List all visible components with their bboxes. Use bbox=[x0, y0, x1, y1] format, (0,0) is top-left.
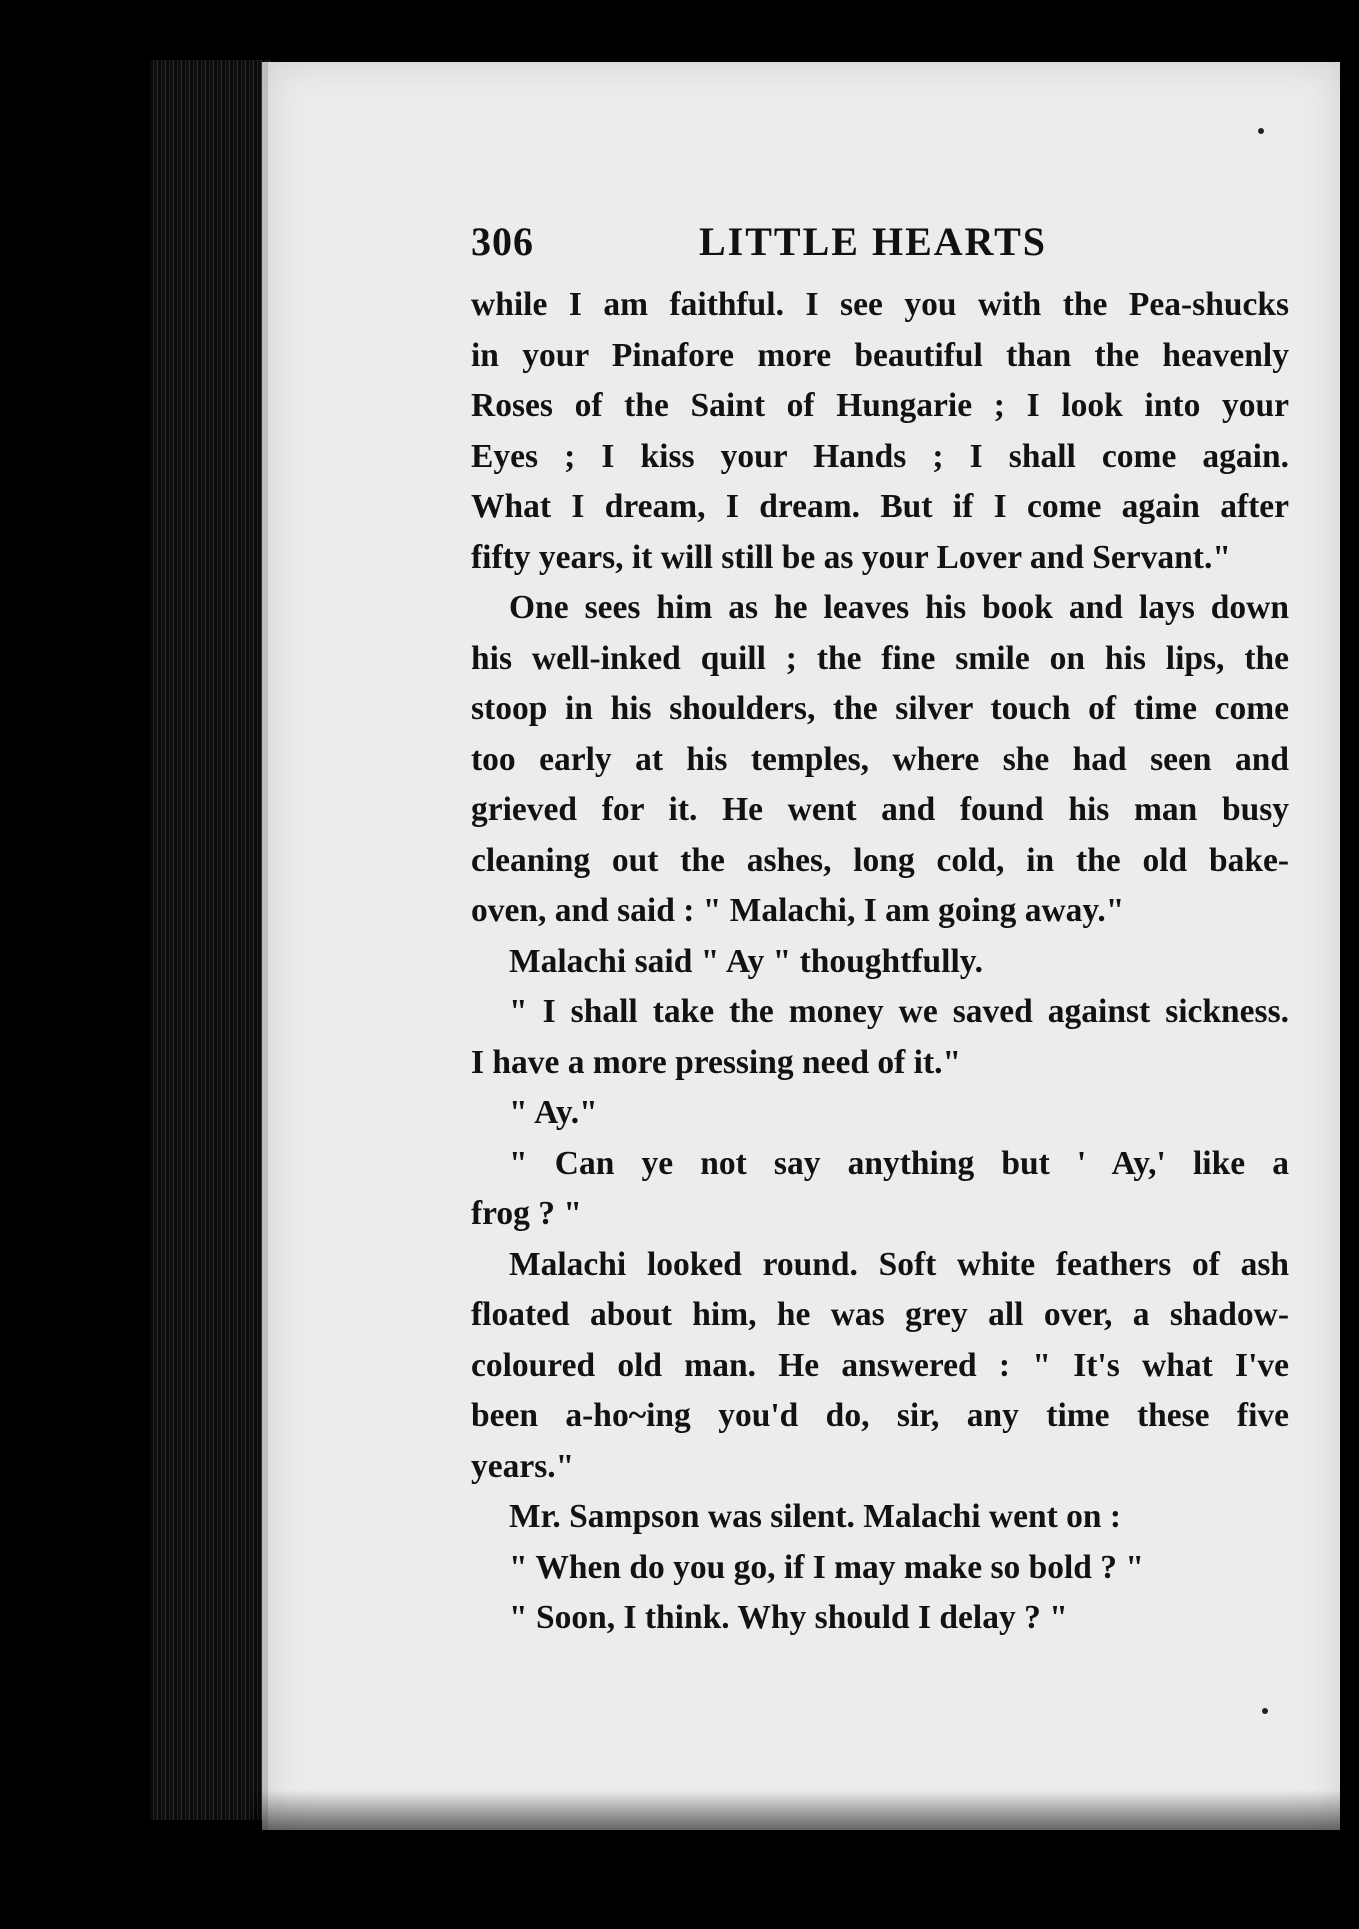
text-line: fifty years, it will still be as your Lover and Servant." bbox=[471, 538, 1231, 576]
text-line: floated about him, he was grey all over, a shadow- bbox=[471, 1296, 1289, 1333]
text-line: grieved for it. He went and found his man busy bbox=[471, 791, 1289, 828]
text-line: oven, and said : " Malachi, I am going away." bbox=[471, 892, 1125, 929]
text-line: in your Pinafore more beautiful than the heavenly bbox=[471, 336, 1289, 374]
text-line: " Can ye not say anything but ' Ay,' like a bbox=[509, 1144, 1289, 1182]
text-line: too early at his temples, where she had seen and bbox=[471, 740, 1289, 778]
dust-speck bbox=[1258, 128, 1264, 134]
text-line: Mr. Sampson was silent. Malachi went on : bbox=[509, 1498, 1122, 1535]
text-line: his well-inked quill ; the fine smile on his lips, the bbox=[471, 639, 1289, 677]
text-line: " Ay." bbox=[509, 1094, 598, 1131]
text-line: " When do you go, if I may make so bold ? " bbox=[509, 1548, 1145, 1586]
text-line: stoop in his shoulders, the silver touch of time come bbox=[471, 690, 1289, 727]
text-line: What I dream, I dream. But if I come again after bbox=[471, 488, 1289, 525]
book-title: LITTLE HEARTS bbox=[699, 219, 1048, 264]
text-line: I have a more pressing need of it." bbox=[471, 1043, 962, 1081]
text-line: Malachi looked round. Soft white feathers of ash bbox=[509, 1245, 1289, 1283]
text-line: been a-ho~ing you'd do, sir, any time these five bbox=[471, 1397, 1289, 1434]
text-line: cleaning out the ashes, long cold, in the old bake- bbox=[471, 841, 1289, 879]
text-line: One sees him as he leaves his book and lays down bbox=[509, 589, 1289, 626]
text-line: " I shall take the money we saved against sickness. bbox=[509, 993, 1289, 1030]
page-number: 306 bbox=[471, 219, 534, 264]
text-line: while I am faithful. I see you with the Pea-shucks bbox=[471, 286, 1289, 323]
dust-speck bbox=[1262, 1708, 1268, 1714]
page-bottom-shadow bbox=[250, 1790, 1350, 1830]
text-line: Eyes ; I kiss your Hands ; I shall come again. bbox=[471, 437, 1289, 475]
text-line: frog ? " bbox=[471, 1195, 583, 1232]
running-head bbox=[471, 218, 1291, 272]
text-line: Roses of the Saint of Hungarie ; I look into your bbox=[471, 387, 1289, 424]
text-line: coloured old man. He answered : " It's what I've bbox=[471, 1346, 1289, 1384]
text-line: " Soon, I think. Why should I delay ? " bbox=[509, 1599, 1068, 1636]
text-line: years." bbox=[471, 1447, 575, 1485]
body-text bbox=[471, 280, 1289, 1644]
book-page-edges bbox=[150, 60, 270, 1820]
text-line: Malachi said " Ay " thoughtfully. bbox=[509, 942, 984, 980]
